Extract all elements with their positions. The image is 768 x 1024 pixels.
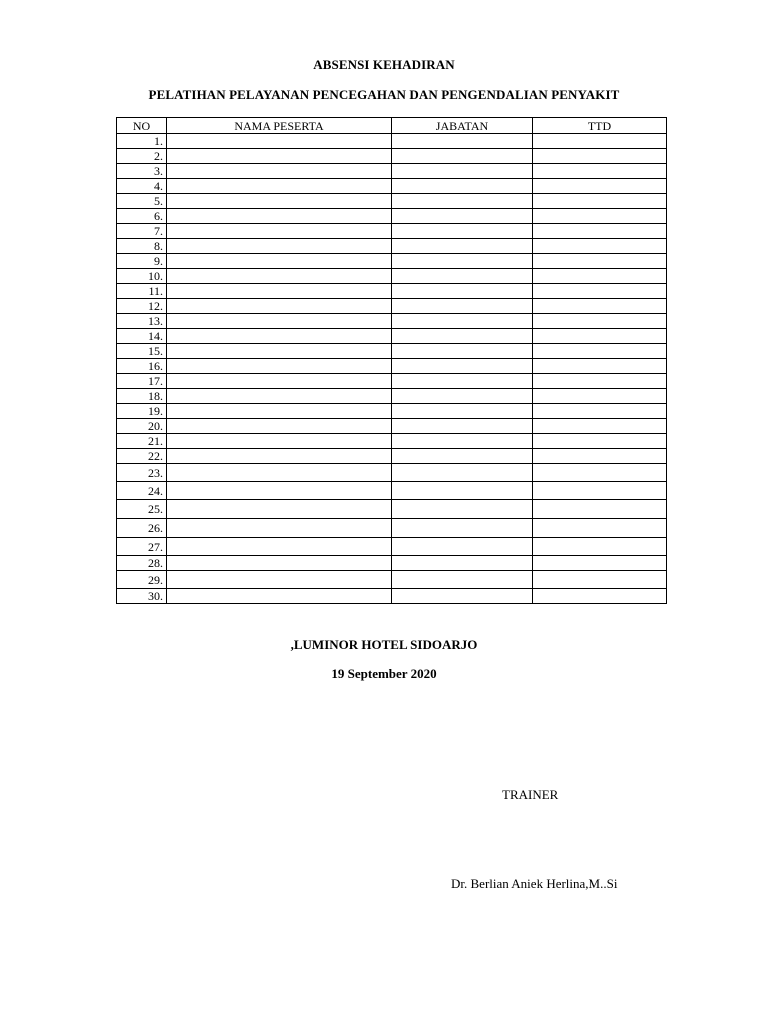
document-title: ABSENSI KEHADIRAN	[313, 57, 455, 72]
row-number: 16.	[117, 359, 167, 374]
jabatan-cell[interactable]	[392, 571, 533, 589]
row-number: 23.	[117, 464, 167, 482]
date-text: 19 September 2020	[331, 666, 437, 681]
nama-peserta-cell[interactable]	[167, 500, 392, 519]
nama-peserta-cell[interactable]	[167, 464, 392, 482]
table-row	[117, 134, 667, 149]
row-number: 29.	[117, 571, 167, 589]
table-row	[117, 254, 667, 269]
ttd-cell[interactable]	[533, 449, 667, 464]
ttd-cell[interactable]	[533, 254, 667, 269]
table-row	[117, 239, 667, 254]
ttd-cell[interactable]	[533, 224, 667, 239]
nama-peserta-cell[interactable]	[167, 389, 392, 404]
ttd-cell[interactable]	[533, 389, 667, 404]
nama-peserta-cell[interactable]	[167, 209, 392, 224]
ttd-cell[interactable]	[533, 194, 667, 209]
nama-peserta-cell[interactable]	[167, 404, 392, 419]
row-number: 9.	[117, 254, 167, 269]
ttd-cell[interactable]	[533, 284, 667, 299]
row-number: 18.	[117, 389, 167, 404]
ttd-cell[interactable]	[533, 359, 667, 374]
row-number: 4.	[117, 179, 167, 194]
nama-peserta-cell[interactable]	[167, 164, 392, 179]
row-number: 10.	[117, 269, 167, 284]
jabatan-cell[interactable]	[392, 329, 533, 344]
nama-peserta-cell[interactable]	[167, 434, 392, 449]
ttd-cell[interactable]	[533, 419, 667, 434]
row-number: 2.	[117, 149, 167, 164]
nama-peserta-cell[interactable]	[167, 449, 392, 464]
table-row	[117, 329, 667, 344]
nama-peserta-cell[interactable]	[167, 179, 392, 194]
ttd-cell[interactable]	[533, 500, 667, 519]
nama-peserta-cell[interactable]	[167, 359, 392, 374]
venue-text: ,LUMINOR HOTEL SIDOARJO	[290, 637, 478, 652]
jabatan-cell[interactable]	[392, 284, 533, 299]
document-subtitle: PELATIHAN PELAYANAN PENCEGAHAN DAN PENGENDALIAN PENYAKIT	[148, 87, 620, 102]
jabatan-cell[interactable]	[392, 224, 533, 239]
nama-peserta-cell[interactable]	[167, 538, 392, 556]
nama-peserta-cell[interactable]	[167, 374, 392, 389]
table-body	[117, 134, 667, 604]
table-row	[117, 344, 667, 359]
nama-peserta-cell[interactable]	[167, 194, 392, 209]
row-number: 28.	[117, 556, 167, 571]
table-row	[117, 500, 667, 519]
row-number: 20.	[117, 419, 167, 434]
jabatan-cell[interactable]	[392, 464, 533, 482]
table-row	[117, 194, 667, 209]
table-row	[117, 389, 667, 404]
trainer-label: TRAINER	[502, 787, 559, 802]
nama-peserta-cell[interactable]	[167, 519, 392, 538]
jabatan-cell[interactable]	[392, 482, 533, 500]
header-ttd: TTD	[533, 118, 667, 134]
jabatan-cell[interactable]	[392, 419, 533, 434]
row-number: 1.	[117, 134, 167, 149]
ttd-cell[interactable]	[533, 149, 667, 164]
table-row	[117, 224, 667, 239]
row-number: 27.	[117, 538, 167, 556]
row-number: 8.	[117, 239, 167, 254]
table-row	[117, 299, 667, 314]
table-row	[117, 374, 667, 389]
row-number: 30.	[117, 589, 167, 604]
jabatan-cell[interactable]	[392, 500, 533, 519]
nama-peserta-cell[interactable]	[167, 299, 392, 314]
row-number: 13.	[117, 314, 167, 329]
ttd-cell[interactable]	[533, 329, 667, 344]
ttd-cell[interactable]	[533, 269, 667, 284]
ttd-cell[interactable]	[533, 164, 667, 179]
ttd-cell[interactable]	[533, 299, 667, 314]
ttd-cell[interactable]	[533, 374, 667, 389]
jabatan-cell[interactable]	[392, 374, 533, 389]
trainer-name: Dr. Berlian Aniek Herlina,M..Si	[451, 876, 618, 891]
row-number: 24.	[117, 482, 167, 500]
table-row	[117, 314, 667, 329]
row-number: 25.	[117, 500, 167, 519]
row-number: 22.	[117, 449, 167, 464]
jabatan-cell[interactable]	[392, 538, 533, 556]
table-row	[117, 179, 667, 194]
nama-peserta-cell[interactable]	[167, 254, 392, 269]
table-row	[117, 449, 667, 464]
ttd-cell[interactable]	[533, 239, 667, 254]
jabatan-cell[interactable]	[392, 134, 533, 149]
table-row	[117, 482, 667, 500]
attendance-table	[116, 117, 667, 604]
jabatan-cell[interactable]	[392, 556, 533, 571]
nama-peserta-cell[interactable]	[167, 239, 392, 254]
row-number: 6.	[117, 209, 167, 224]
ttd-cell[interactable]	[533, 538, 667, 556]
table-row	[117, 538, 667, 556]
table-row	[117, 209, 667, 224]
ttd-cell[interactable]	[533, 434, 667, 449]
table-row	[117, 149, 667, 164]
jabatan-cell[interactable]	[392, 179, 533, 194]
row-number: 19.	[117, 404, 167, 419]
ttd-cell[interactable]	[533, 404, 667, 419]
table-row	[117, 589, 667, 604]
table-row	[117, 404, 667, 419]
jabatan-cell[interactable]	[392, 434, 533, 449]
jabatan-cell[interactable]	[392, 404, 533, 419]
header-no: NO	[117, 118, 167, 134]
nama-peserta-cell[interactable]	[167, 482, 392, 500]
ttd-cell[interactable]	[533, 571, 667, 589]
nama-peserta-cell[interactable]	[167, 314, 392, 329]
nama-peserta-cell[interactable]	[167, 284, 392, 299]
jabatan-cell[interactable]	[392, 149, 533, 164]
row-number: 14.	[117, 329, 167, 344]
row-number: 21.	[117, 434, 167, 449]
table-row	[117, 419, 667, 434]
jabatan-cell[interactable]	[392, 314, 533, 329]
nama-peserta-cell[interactable]	[167, 329, 392, 344]
jabatan-cell[interactable]	[392, 164, 533, 179]
ttd-cell[interactable]	[533, 344, 667, 359]
table-row	[117, 359, 667, 374]
jabatan-cell[interactable]	[392, 194, 533, 209]
jabatan-cell[interactable]	[392, 299, 533, 314]
table-row	[117, 519, 667, 538]
table-header-row	[117, 118, 667, 134]
row-number: 3.	[117, 164, 167, 179]
header-jabatan: JABATAN	[392, 118, 533, 134]
jabatan-cell[interactable]	[392, 209, 533, 224]
table-row	[117, 571, 667, 589]
ttd-cell[interactable]	[533, 519, 667, 538]
row-number: 5.	[117, 194, 167, 209]
ttd-cell[interactable]	[533, 209, 667, 224]
row-number: 7.	[117, 224, 167, 239]
jabatan-cell[interactable]	[392, 359, 533, 374]
nama-peserta-cell[interactable]	[167, 344, 392, 359]
jabatan-cell[interactable]	[392, 239, 533, 254]
table-row	[117, 556, 667, 571]
ttd-cell[interactable]	[533, 179, 667, 194]
ttd-cell[interactable]	[533, 314, 667, 329]
nama-peserta-cell[interactable]	[167, 149, 392, 164]
nama-peserta-cell[interactable]	[167, 419, 392, 434]
jabatan-cell[interactable]	[392, 589, 533, 604]
row-number: 17.	[117, 374, 167, 389]
row-number: 15.	[117, 344, 167, 359]
jabatan-cell[interactable]	[392, 389, 533, 404]
row-number: 12.	[117, 299, 167, 314]
ttd-cell[interactable]	[533, 482, 667, 500]
jabatan-cell[interactable]	[392, 269, 533, 284]
nama-peserta-cell[interactable]	[167, 224, 392, 239]
header-nama-peserta: NAMA PESERTA	[167, 118, 392, 134]
jabatan-cell[interactable]	[392, 519, 533, 538]
jabatan-cell[interactable]	[392, 254, 533, 269]
nama-peserta-cell[interactable]	[167, 269, 392, 284]
jabatan-cell[interactable]	[392, 344, 533, 359]
row-number: 11.	[117, 284, 167, 299]
table-row	[117, 434, 667, 449]
nama-peserta-cell[interactable]	[167, 589, 392, 604]
ttd-cell[interactable]	[533, 589, 667, 604]
row-number: 26.	[117, 519, 167, 538]
table-row	[117, 164, 667, 179]
jabatan-cell[interactable]	[392, 449, 533, 464]
nama-peserta-cell[interactable]	[167, 571, 392, 589]
nama-peserta-cell[interactable]	[167, 556, 392, 571]
ttd-cell[interactable]	[533, 556, 667, 571]
table-row	[117, 464, 667, 482]
ttd-cell[interactable]	[533, 464, 667, 482]
table-row	[117, 269, 667, 284]
nama-peserta-cell[interactable]	[167, 134, 392, 149]
ttd-cell[interactable]	[533, 134, 667, 149]
table-row	[117, 284, 667, 299]
